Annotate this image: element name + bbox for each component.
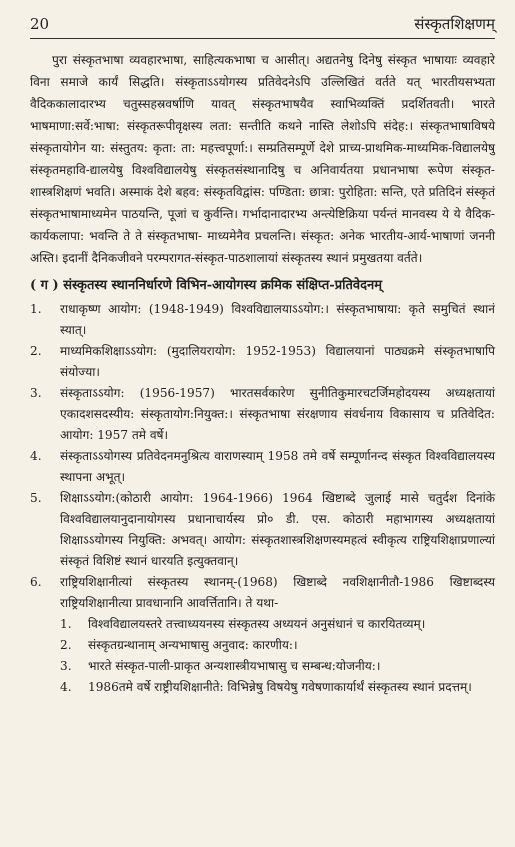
list-item (30, 488, 495, 572)
list-item-text: संस्कृताऽऽयोग: (1956-1957) भारतसर्वकारेण सुनीतिकुमारचटर्जिमहोदयस्य अध्यक्षतायां एकादशसदस्यीय: संस्कृतायोग:नियुक्त:। संस्कृतभाषा संरक्षणाय संवर्धनाय विकासाय च प्रतिवेदित: आयोग: 1957 तमे वर्षे। (60, 386, 495, 442)
sub-list-item-text: विश्वविद्यालयस्तरे तत्त्वाध्ययनस्य संस्कृतस्य अध्ययनं अनुसंधानं च कारयितव्यम्। (88, 617, 426, 631)
page-number: 20 (30, 15, 50, 33)
list-item-number: 3. (30, 386, 42, 400)
list-item-number: 4. (30, 449, 42, 463)
running-title: संस्कृतशिक्षणम् (414, 15, 495, 33)
list-item (30, 572, 495, 614)
sub-list-item-text: संस्कृतग्रन्थानाम् अन्यभाषासु अनुवाद: कारणीय:। (88, 638, 298, 652)
list-item-text: राष्ट्रियशिक्षानीत्यां संस्कृतस्य स्थानम्-(1968) खिष्टाब्दे नवशिक्षानीतौ-1986 खिष्टाब्दस्य राष्ट्रियशिक्षानीत्या प्रावधानानि आवर्त्तितानि। ते यथा- (60, 575, 495, 610)
list-item-number: 2. (30, 344, 42, 358)
sub-list-item (30, 635, 495, 656)
sub-list-item-text: 1986तमे वर्षे राष्ट्रीयशिक्षानीते: विभिन्नेषु विषयेषु गवेषणाकार्यार्थं संस्कृतस्य स्थानं प्रदत्तम्। (88, 680, 472, 694)
sub-list-item (30, 677, 495, 698)
list-item-text: माध्यमिकशिक्षाऽऽयोग: (मुदालियरायोग: 1952-1953) विद्यालयानां पाठ्यक्रमे संस्कृतभाषापि संयोज्या। (60, 344, 495, 379)
sub-list-item-text: भारते संस्कृत-पाली-प्राकृत अन्यशास्त्रीयभाषासु च सम्बन्ध:योजनीय:। (88, 659, 381, 673)
commission-list (30, 299, 495, 614)
list-item-number: 5. (30, 491, 42, 505)
intro-paragraph: पुरा संस्कृतभाषा व्यवहारभाषा, साहित्यकभाषा च आसीत्। अद्यतनेषु दिनेषु संस्कृत भाषायाः व्यवहारे विना समाजे कार्यं सिद्धति। संस्कृताऽऽयोगस्य प्रतिवेदनेऽपि उल्लिखितं वर्तते यत् भारतीयसभ्यता वैदिककालादारभ्य चतुस्सहस्रवर्षाणि यावत् संस्कृतभाषयैव स्वाभिव्यक्तिं प्रदर्शितवती। भारते भाषमाणा:सर्वे:भाषा: संस्कृतरूपीवृक्षस्य लता: सन्तीति कथने नास्ति लेशोऽपि संदेह:। संस्कृतभाषाविषये संस्कृतायोगेन या: संस्तुतय: कृता: ता: महत्त्वपूर्णा:। सम्प्रतिसम्पूर्णे देशे प्राच्य-प्राथमिक-माध्यमिक-विद्यालयेषु संस्कृतमहावि-द्यालयेषु विश्वविद्यालयेषु संस्कृतसंस्थानादिषु च अनिवार्यतया प्रधानभाषा रूपेण संस्कृत-शास्त्रशिक्षणं भवति। अस्माकं देशे बहव: संस्कृतविद्वांस: पण्डिता: छात्रा: पुरोहिता: सन्ति, एते प्रतिदिनं संस्कृतं संस्कृतभाषामाध्यमेन पाठयन्ति, पूजां च कुर्वन्ति। गर्भादानादारभ्य अन्त्येष्टिक्रिया पर्यन्तं मानवस्य ये ये वैदिक-कार्यकलापा: भवन्ति ते ते संस्कृतभाषा- माध्यमेनैव प्रचलन्ति। संस्कृत: अनेक भारतीय-आर्य-भाषाणां जननी अस्ति। इदानीं दैनिकजीवने परम्परागत-संस्कृत-पाठशालायां संस्कृतस्य स्थानं प्रमुखतया वर्तते। (30, 53, 495, 265)
section-heading: ( ग ) संस्कृतस्य स्थाननिर्धारणे विभिन-आयोगस्य क्रमिक संक्षिप्त-प्रतिवेदनम् (30, 278, 382, 293)
list-item-text: संस्कृताऽऽयोगस्य प्रतिवेदनमनुश्रित्य वाराणस्याम् 1958 तमे वर्षे सम्पूर्णानन्द संस्कृत विश्वविद्यालयस्य स्थापना अभूत्। (60, 449, 495, 484)
list-item (30, 446, 495, 488)
list-item-text: राधाकृष्ण आयोग: (1948-1949) विश्वविद्यालयाऽऽयोग:। संस्कृतभाषाया: कृते समुचितं स्थानं स्यात्। (60, 302, 495, 337)
sub-list-item-number: 2. (60, 638, 72, 652)
list-item-number: 6. (30, 575, 42, 589)
running-header (30, 14, 495, 39)
list-item (30, 341, 495, 383)
list-item-text: शिक्षाऽऽयोग:(कोठारी आयोग: 1964-1966) 1964 खिष्टाब्दे जुलाई मासे चतुर्दश दिनांके विश्वविद्यालयानुदानायोगस्य प्रधानाचार्यस्य प्रो० डी. एस. कोठारी महाभागस्य अध्यक्षतायां शिक्षाऽऽयोगस्य नियुक्ति: अभवत्। आयोग: संस्कृतशास्त्रशिक्षणस्यमहत्वं स्वीकृत्य राष्ट्रियशिक्षाप्रणाल्यां संस्कृतं विशिष्टं स्थानं धारयति इत्युक्तवान्। (60, 491, 495, 568)
sub-list (30, 614, 495, 698)
sub-list-item (30, 656, 495, 677)
list-item (30, 299, 495, 341)
sub-list-item (30, 614, 495, 635)
sub-list-item-number: 1. (60, 617, 72, 631)
list-item-number: 1. (30, 302, 42, 316)
list-item (30, 383, 495, 446)
sub-list-item-number: 4. (60, 680, 72, 694)
sub-list-item-number: 3. (60, 659, 72, 673)
